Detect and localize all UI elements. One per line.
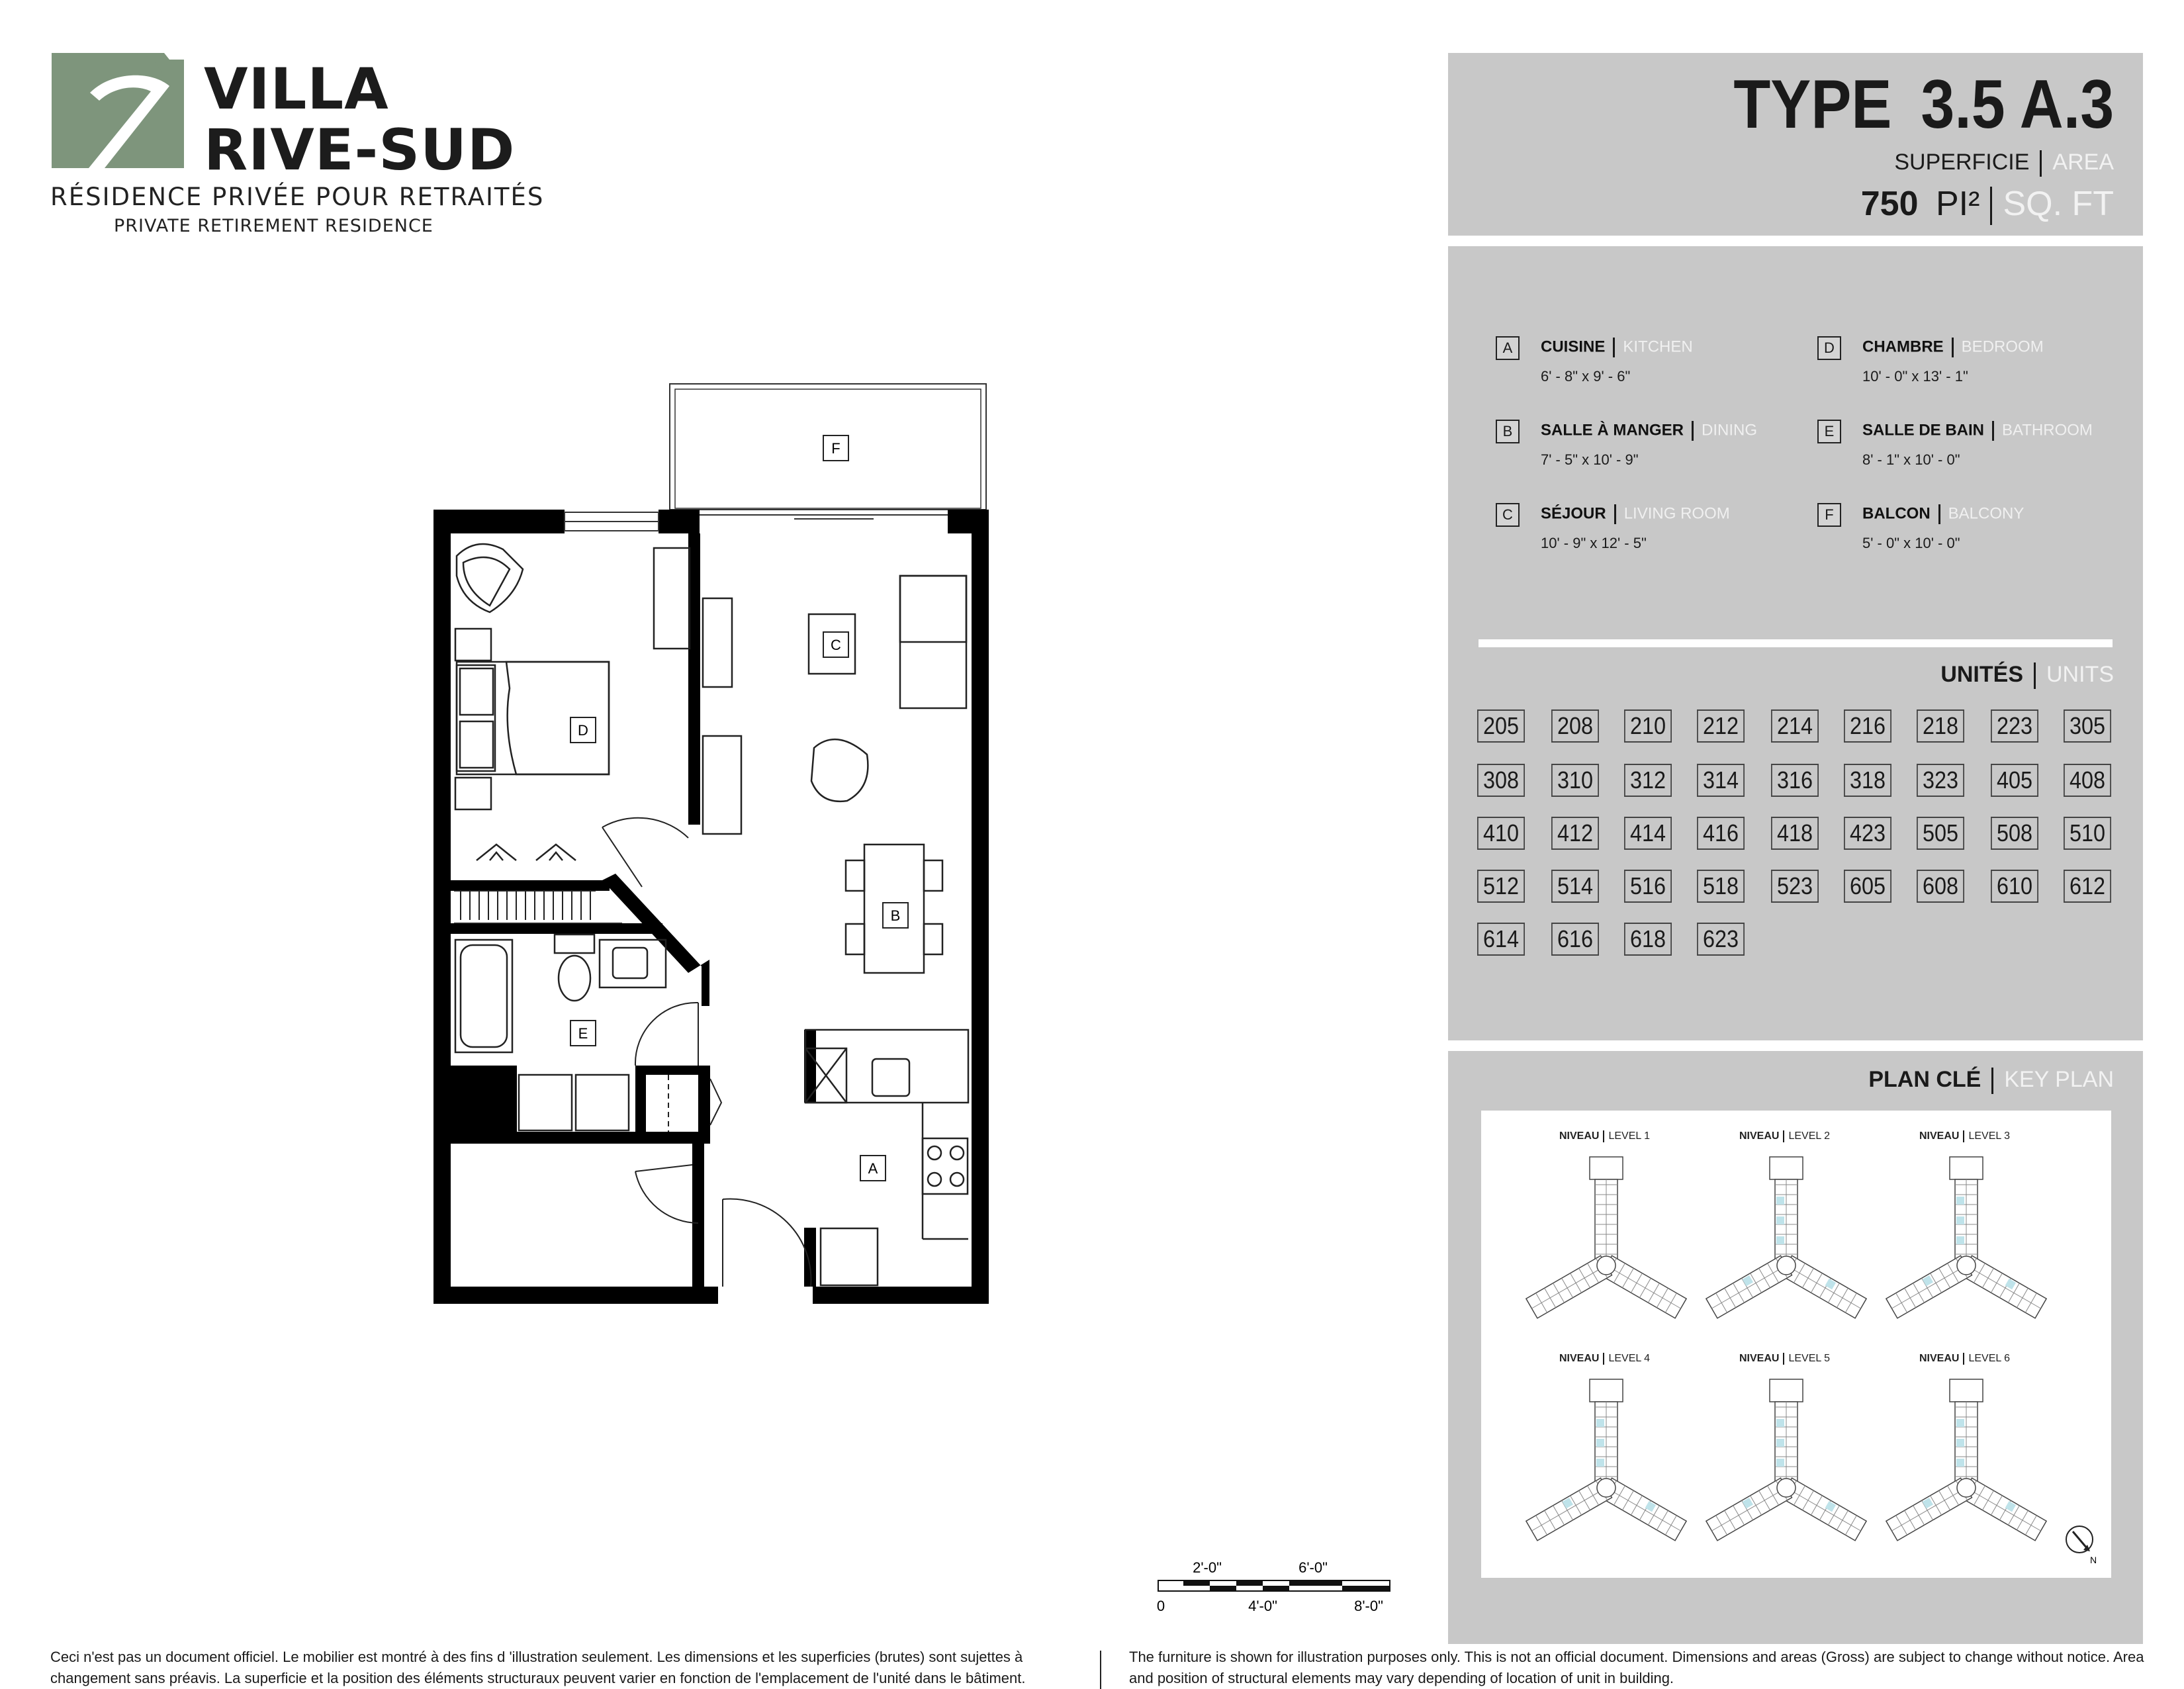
unit-number: 616 xyxy=(1551,923,1599,956)
key-plan-levels xyxy=(1481,1111,2111,1578)
room-letter: E xyxy=(1817,420,1841,443)
unit-number: 418 xyxy=(1771,817,1819,850)
key-level-name: LEVEL 1 xyxy=(1608,1130,1651,1142)
key-level-word: NIVEAU xyxy=(1919,1130,1960,1142)
room-name-en: DINING xyxy=(1702,421,1757,439)
unit-number: 505 xyxy=(1917,817,1964,850)
unit-number: 605 xyxy=(1844,870,1891,903)
unit-number: 205 xyxy=(1477,709,1525,743)
key-plan-title xyxy=(1868,1067,2114,1094)
room-name-en: KITCHEN xyxy=(1623,338,1693,356)
area-label-fr: SUPERFICIE xyxy=(1894,150,2030,175)
unit-number: 208 xyxy=(1551,709,1599,743)
brand-name-line1: VILLA xyxy=(204,56,389,122)
unit-number: 408 xyxy=(2064,764,2111,797)
closet-rod xyxy=(454,891,622,923)
plan-label-e xyxy=(570,1021,596,1046)
unit-number: 512 xyxy=(1477,870,1525,903)
room-dims: 10' - 0" x 13' - 1" xyxy=(1862,368,1968,385)
room-dims: 6' - 8" x 9' - 6" xyxy=(1541,368,1631,385)
plan-label-c xyxy=(823,632,848,657)
unit-number: 210 xyxy=(1624,709,1672,743)
key-level-word: NIVEAU xyxy=(1559,1353,1600,1365)
key-plan-title-en: KEY PLAN xyxy=(2004,1067,2114,1092)
key-level-building xyxy=(1884,1373,2049,1565)
area-unit-en: SQ. FT xyxy=(2003,185,2114,223)
unit-number: 514 xyxy=(1551,870,1599,903)
unit-number: 416 xyxy=(1697,817,1745,850)
key-level-building xyxy=(1524,1150,1689,1342)
unit-number: 523 xyxy=(1771,870,1819,903)
key-level-name: LEVEL 6 xyxy=(1968,1353,2011,1365)
logo-mark xyxy=(52,53,184,168)
room-name-fr: SALLE À MANGER xyxy=(1541,421,1684,439)
unit-number: 423 xyxy=(1844,817,1891,850)
unit-number: 510 xyxy=(2064,817,2111,850)
key-level-building xyxy=(1704,1373,1869,1565)
room-dims: 10' - 9" x 12' - 5" xyxy=(1541,535,1647,551)
unit-number: 218 xyxy=(1917,709,1964,743)
key-level-word: NIVEAU xyxy=(1739,1130,1780,1142)
units-title-en: UNITS xyxy=(2046,662,2114,687)
disclaimer-en: The furniture is shown for illustration purposes only. This is not an official document. Dimensions and areas (Gross) are subject to change without notice. Area and position of structural elements may vary depending of location of unit in building. xyxy=(1129,1649,2144,1686)
unit-number: 216 xyxy=(1844,709,1891,743)
key-level-name: LEVEL 4 xyxy=(1608,1353,1651,1365)
unit-number: 323 xyxy=(1917,764,1964,797)
unit-number: 318 xyxy=(1844,764,1891,797)
key-level-label xyxy=(1919,1353,2010,1365)
key-level-label xyxy=(1919,1130,2010,1142)
rooms-panel xyxy=(1448,246,2143,1040)
room-letter: D xyxy=(1817,336,1841,360)
key-level-word: NIVEAU xyxy=(1739,1353,1780,1365)
unit-number: 312 xyxy=(1624,764,1672,797)
area-label-en: AREA xyxy=(2052,150,2114,175)
unit-number: 414 xyxy=(1624,817,1672,850)
key-plan-title-fr: PLAN CLÉ xyxy=(1868,1067,1981,1092)
unit-number: 608 xyxy=(1917,870,1964,903)
type-code: 3.5 A.3 xyxy=(1921,66,2114,143)
key-level-label xyxy=(1559,1130,1650,1142)
plan-label-d xyxy=(570,717,596,743)
unit-number: 508 xyxy=(1991,817,2038,850)
plan-label-text: D xyxy=(578,722,588,739)
units-title-fr: UNITÉS xyxy=(1940,662,2023,687)
scale-label-top: 2'-0" xyxy=(1193,1559,1222,1576)
bedroom-furniture xyxy=(455,544,690,860)
key-level-building xyxy=(1884,1150,2049,1342)
scale-label-bottom: 4'-0" xyxy=(1248,1598,1277,1614)
compass-icon xyxy=(2064,1521,2103,1567)
unit-number: 305 xyxy=(2064,709,2111,743)
key-level-name: LEVEL 3 xyxy=(1968,1130,2011,1142)
unit-number: 214 xyxy=(1771,709,1819,743)
key-level-word: NIVEAU xyxy=(1919,1353,1960,1365)
compass-letter: N xyxy=(2090,1555,2097,1565)
key-level-word: NIVEAU xyxy=(1559,1130,1600,1142)
unit-type-title xyxy=(1733,66,2114,143)
area-unit-fr: PI² xyxy=(1935,185,1980,223)
unit-number: 410 xyxy=(1477,817,1525,850)
unit-number: 412 xyxy=(1551,817,1599,850)
unit-number: 612 xyxy=(2064,870,2111,903)
room-labels xyxy=(570,435,908,1181)
disclaimer-fr: Ceci n'est pas un document officiel. Le mobilier est montré à des fins d 'illustration seulement. Les dimensions et les superficies (brutes) sont sujettes à changement sans préavis. La superficie et la position des éléments structuraux peuvent varier en fonction de l'emplacement de l'unité dans le bâtiment. xyxy=(50,1649,1026,1686)
room-letter: F xyxy=(1817,503,1841,527)
room-name-en: BALCONY xyxy=(1948,504,2025,523)
area-value: 750 xyxy=(1860,185,1919,223)
unit-number: 610 xyxy=(1991,870,2038,903)
plan-label-b xyxy=(883,903,908,928)
unit-number: 614 xyxy=(1477,923,1525,956)
key-level-name: LEVEL 5 xyxy=(1788,1353,1831,1365)
plan-label-a xyxy=(860,1156,886,1181)
room-name-en: BATHROOM xyxy=(2002,421,2093,439)
tagline-en: PRIVATE RETIREMENT RESIDENCE xyxy=(114,216,433,236)
plan-label-text: E xyxy=(578,1025,588,1042)
key-plan-panel xyxy=(1448,1051,2143,1644)
room-name-fr: SALLE DE BAIN xyxy=(1862,421,1985,439)
key-level-building xyxy=(1524,1373,1689,1565)
plan-label-text: B xyxy=(890,907,901,924)
unit-number: 516 xyxy=(1624,870,1672,903)
room-dims: 8' - 1" x 10' - 0" xyxy=(1862,451,1960,468)
footer-divider xyxy=(1100,1651,1101,1689)
unit-number: 314 xyxy=(1697,764,1745,797)
scale-label-top: 6'-0" xyxy=(1298,1559,1328,1576)
plan-label-text: F xyxy=(831,440,841,457)
area-label xyxy=(1894,150,2114,177)
unit-number: 223 xyxy=(1991,709,2038,743)
type-label: TYPE xyxy=(1733,66,1892,143)
room-dims: 5' - 0" x 10' - 0" xyxy=(1862,535,1960,551)
scale-label-bottom: 0 xyxy=(1157,1598,1165,1614)
units-grid xyxy=(1448,246,2143,1040)
unit-number: 212 xyxy=(1697,709,1745,743)
unit-number: 618 xyxy=(1624,923,1672,956)
unit-number: 405 xyxy=(1991,764,2038,797)
unit-number: 308 xyxy=(1477,764,1525,797)
room-name-en: LIVING ROOM xyxy=(1623,504,1730,523)
key-level-label xyxy=(1559,1353,1650,1365)
plan-label-text: A xyxy=(868,1160,878,1177)
room-letter: C xyxy=(1496,503,1520,527)
unit-number: 310 xyxy=(1551,764,1599,797)
room-letter: B xyxy=(1496,420,1520,443)
room-name-en: BEDROOM xyxy=(1961,338,2044,356)
scale-bar xyxy=(1157,1557,1392,1616)
plan-label-f xyxy=(823,435,848,461)
unit-number: 316 xyxy=(1771,764,1819,797)
room-name-fr: BALCON xyxy=(1862,504,1931,523)
scale-label-bottom: 8'-0" xyxy=(1354,1598,1383,1614)
room-letter: A xyxy=(1496,336,1520,360)
room-name-fr: SÉJOUR xyxy=(1541,504,1606,523)
floor-plan xyxy=(397,371,1059,1310)
key-level-label xyxy=(1739,1130,1830,1142)
room-dims: 7' - 5" x 10' - 9" xyxy=(1541,451,1639,468)
doors xyxy=(602,818,811,1287)
plan-label-text: C xyxy=(831,637,841,653)
area-value-row xyxy=(1861,184,2114,225)
kitchen-fixtures xyxy=(805,1030,968,1285)
brand-name-line2: RIVE-SUD xyxy=(204,117,516,183)
key-level-building xyxy=(1704,1150,1869,1342)
room-name-fr: CUISINE xyxy=(1541,338,1606,356)
tagline-fr: RÉSIDENCE PRIVÉE POUR RETRAITÉS xyxy=(50,183,545,211)
key-plan-frame xyxy=(1481,1111,2111,1578)
unit-number: 623 xyxy=(1697,923,1745,956)
type-panel xyxy=(1448,53,2143,236)
key-level-name: LEVEL 2 xyxy=(1788,1130,1831,1142)
unit-number: 518 xyxy=(1697,870,1745,903)
key-level-label xyxy=(1739,1353,1830,1365)
room-name-fr: CHAMBRE xyxy=(1862,338,1944,356)
